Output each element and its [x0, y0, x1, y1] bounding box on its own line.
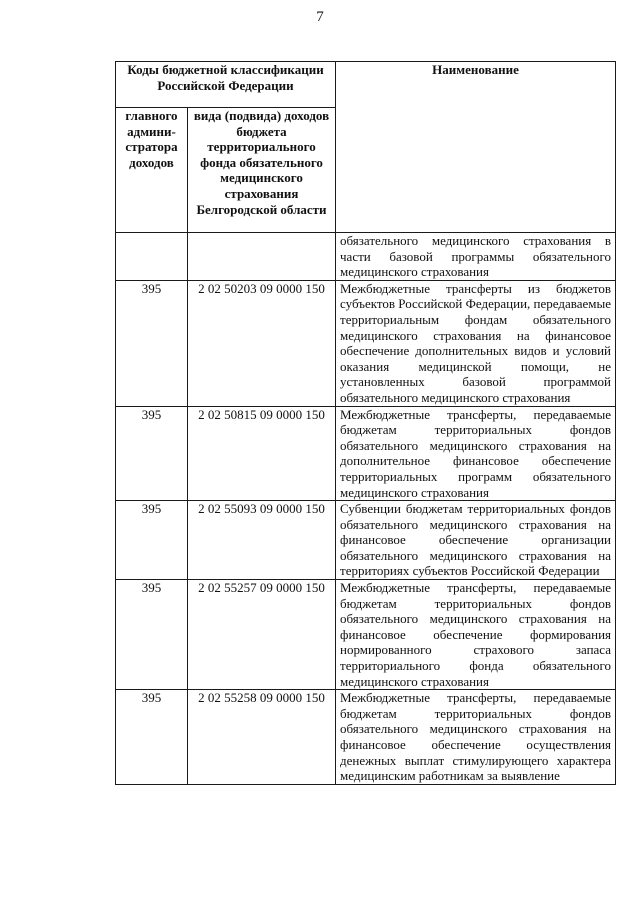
- cell-name: Межбюджетные трансферты, передаваемые бюджетам территориальных фондов обязательного медицинского страхования на финансовое обеспечение осуществления денежных выплат стимулирующего характера медицинским работникам за выявление: [336, 690, 616, 785]
- table-row: [116, 233, 616, 281]
- cell-revenue-code: 2 02 50815 09 0000 150: [188, 406, 336, 501]
- header-name: Наименование: [336, 62, 616, 233]
- cell-admin-code: 395: [116, 690, 188, 785]
- cell-name: Межбюджетные трансферты, передаваемые бюджетам территориальных фондов обязательного медицинского страхования на дополнительное финансовое обеспечение территориальных программ обязательного медицинского страхования: [336, 406, 616, 501]
- cell-revenue-code: 2 02 55257 09 0000 150: [188, 580, 336, 690]
- header-budget-codes: Коды бюджетной классификации Российской Федерации: [116, 62, 336, 108]
- header-main-administrator: главного админи-стратора доходов: [116, 108, 188, 233]
- table-row: [116, 501, 616, 580]
- cell-revenue-code: [188, 233, 336, 281]
- cell-revenue-code: 2 02 55258 09 0000 150: [188, 690, 336, 785]
- cell-name: Межбюджетные трансферты из бюджетов субъектов Российской Федерации, передаваемые территориальным фондам обязательного медицинского страхования на финансовое обеспечение дополнительных видов и условий оказания медицинской помощи, не установленных базовой программой обязательного медицинского страхования: [336, 280, 616, 406]
- table-row: [116, 280, 616, 406]
- cell-admin-code: 395: [116, 280, 188, 406]
- table-row: [116, 690, 616, 785]
- budget-classification-table: [115, 61, 616, 785]
- cell-revenue-code: 2 02 50203 09 0000 150: [188, 280, 336, 406]
- cell-revenue-code: 2 02 55093 09 0000 150: [188, 501, 336, 580]
- header-revenue-kind: вида (подвида) доходов бюджета территориального фонда обязательного медицинского страхования Белгородской области: [188, 108, 336, 233]
- cell-name: обязательного медицинского страхования в части базовой программы обязательного медицинского страхования: [336, 233, 616, 281]
- cell-admin-code: 395: [116, 580, 188, 690]
- cell-admin-code: 395: [116, 501, 188, 580]
- page-number: 7: [316, 9, 324, 25]
- cell-admin-code: 395: [116, 406, 188, 501]
- table-row: [116, 580, 616, 690]
- table-row: [116, 406, 616, 501]
- cell-admin-code: [116, 233, 188, 281]
- cell-name: Субвенции бюджетам территориальных фондов обязательного медицинского страхования на финансовое обеспечение организации обязательного медицинского страхования на территориях субъектов Российской Федерации: [336, 501, 616, 580]
- cell-name: Межбюджетные трансферты, передаваемые бюджетам территориальных фондов обязательного медицинского страхования на финансовое обеспечение формирования нормированного страхового запаса территориального фонда обязательного медицинского страхования: [336, 580, 616, 690]
